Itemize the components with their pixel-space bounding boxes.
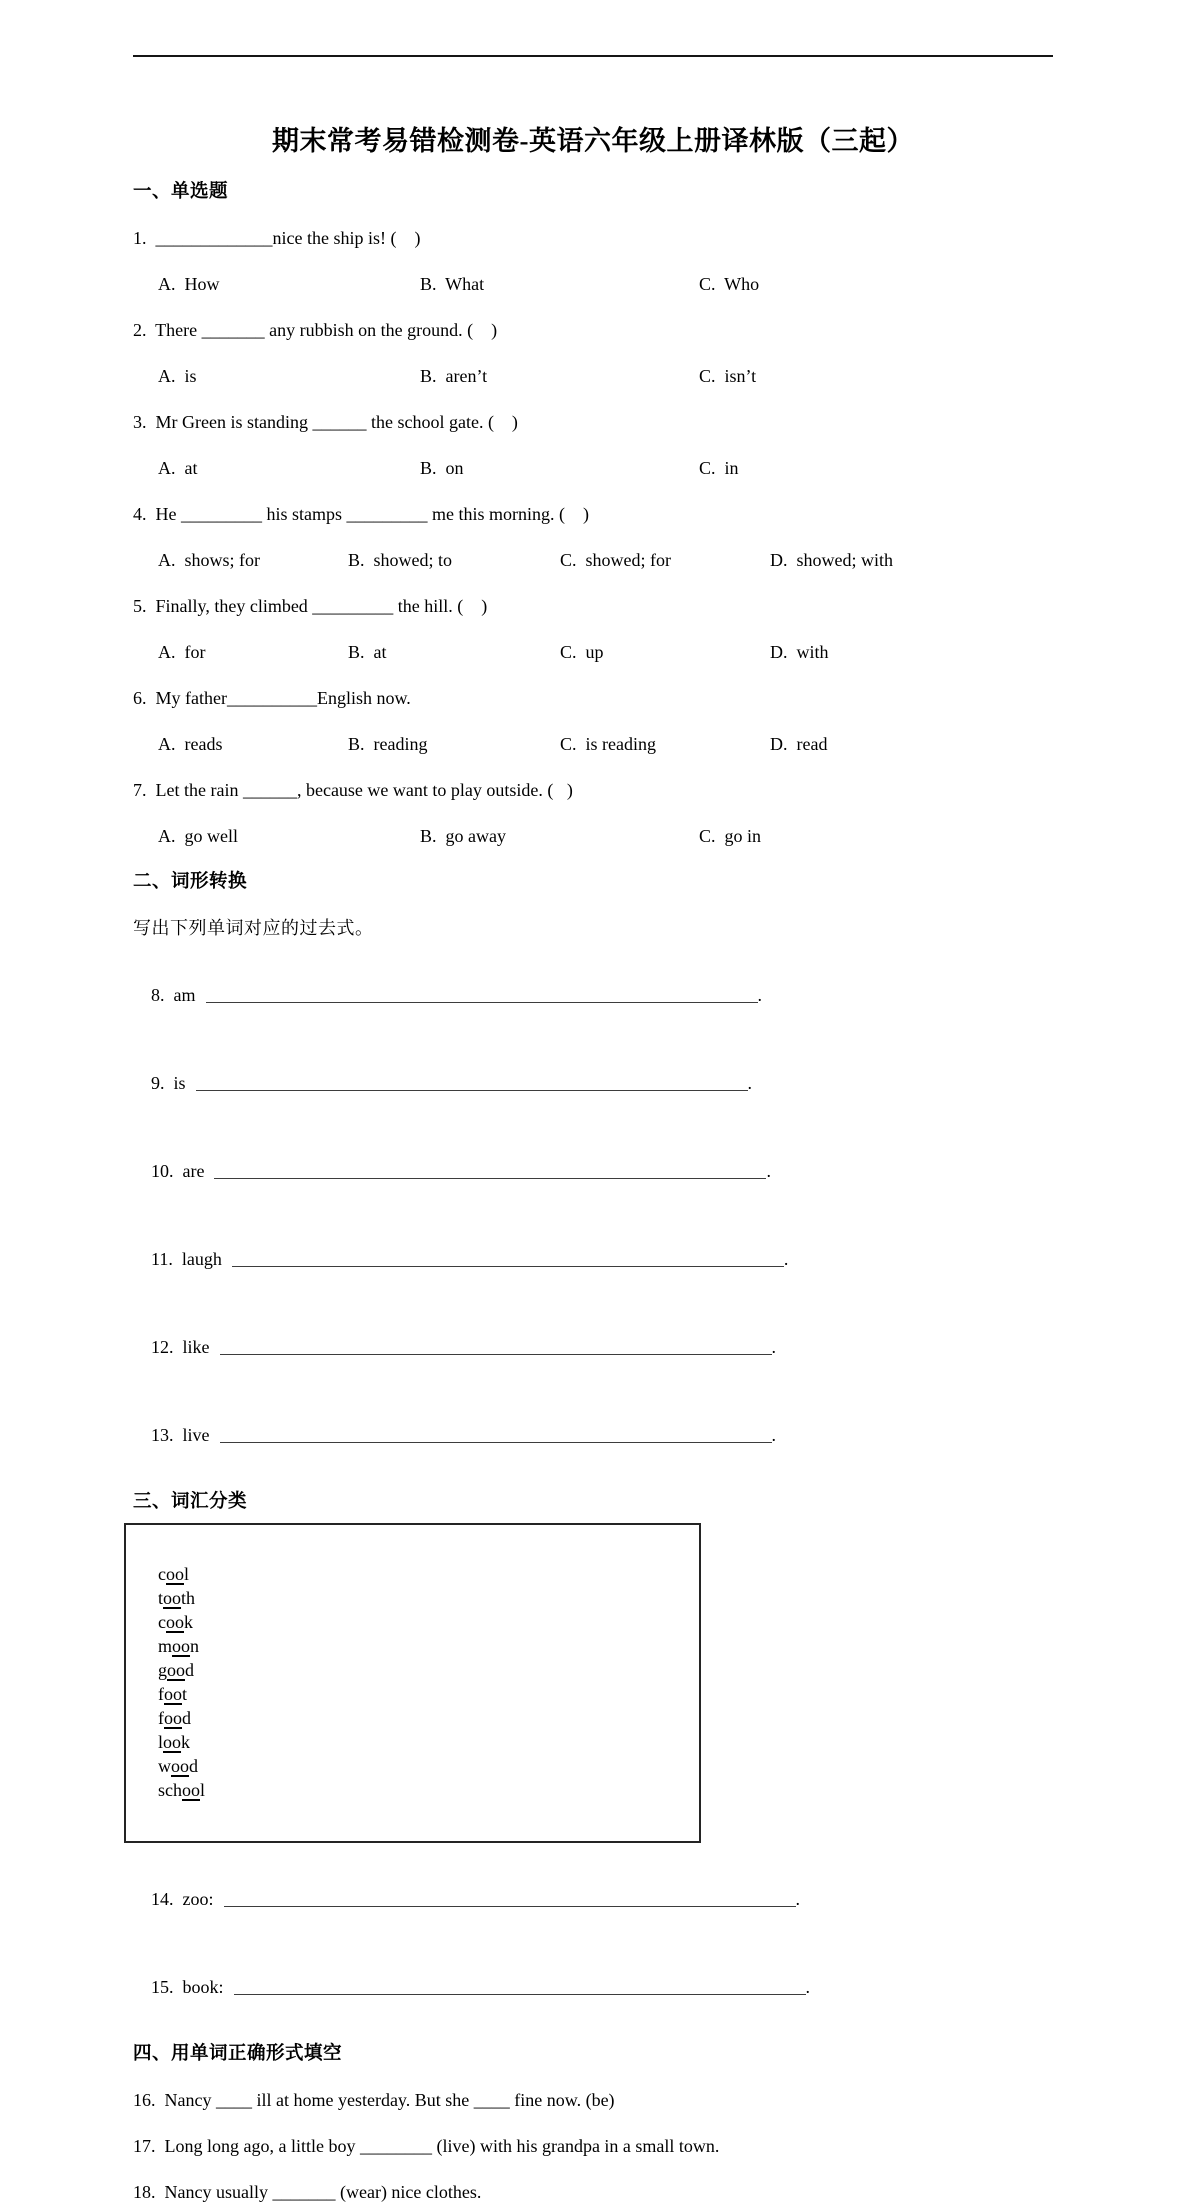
mcq-6-options <box>133 734 1053 755</box>
mcq-3-stem: 3. Mr Green is standing ______ the school gate. ( ) <box>133 412 518 432</box>
past-tense-item-13 <box>133 1404 1053 1467</box>
item-label: 15. book: <box>151 1977 224 1997</box>
past-tense-item-12 <box>133 1316 1053 1379</box>
mcq-1-option-c: C. Who <box>699 274 760 294</box>
item-label: 13. live <box>151 1425 210 1445</box>
word-bank <box>124 1523 701 1843</box>
mcq-1-options <box>133 274 1053 295</box>
mcq-1-option-a: A. How <box>158 274 220 294</box>
section-2-instruction: 写出下列单词对应的过去式。 <box>133 918 374 938</box>
mcq-6-stem: 6. My father__________English now. <box>133 688 411 708</box>
word-bank-word-foot: foot <box>158 1684 188 1704</box>
section-1-heading: 一、单选题 <box>133 182 229 202</box>
fill-in-item-18: 18. Nancy usually _______ (wear) nice clothes. <box>133 2182 482 2202</box>
past-tense-item-11 <box>133 1228 1053 1291</box>
item-label: 10. are <box>151 1161 205 1181</box>
item-period: . <box>757 985 762 1005</box>
mcq-3-option-a: A. at <box>158 458 198 478</box>
mcq-3-option-c: C. in <box>699 458 739 478</box>
mcq-4-options <box>133 550 1053 571</box>
mcq-2-option-a: A. is <box>158 366 197 386</box>
word-bank-word-good: good <box>158 1660 194 1680</box>
word-bank-word-moon: moon <box>158 1636 200 1656</box>
mcq-6-option-b: B. reading <box>348 734 428 754</box>
mcq-5-option-d: D. with <box>770 642 829 662</box>
blank-line <box>234 1979 806 1995</box>
mcq-7-option-c: C. go in <box>699 826 762 846</box>
mcq-4-stem: 4. He _________ his stamps _________ me this morning. ( ) <box>133 504 589 524</box>
item-label: 11. laugh <box>151 1249 222 1269</box>
mcq-7-options <box>133 826 1053 847</box>
item-period: . <box>783 1249 789 1269</box>
blank-line <box>220 1427 772 1443</box>
mcq-4-option-b: B. showed; to <box>348 550 453 570</box>
mcq-5-option-a: A. for <box>158 642 206 662</box>
item-period: . <box>771 1337 776 1357</box>
mcq-4-option-d: D. showed; with <box>770 550 893 570</box>
item-period: . <box>795 1889 800 1909</box>
item-label: 14. zoo: <box>151 1889 214 1909</box>
item-period: . <box>766 1161 771 1181</box>
word-bank-word-wood: wood <box>158 1756 198 1776</box>
word-bank-word-food: food <box>158 1708 191 1728</box>
section-2-heading: 二、词形转换 <box>133 872 248 892</box>
item-period: . <box>805 1977 811 1997</box>
mcq-2-stem: 2. There _______ any rubbish on the ground. ( ) <box>133 320 498 340</box>
mcq-4-option-a: A. shows; for <box>158 550 260 570</box>
mcq-6-option-d: D. read <box>770 734 828 754</box>
section-3-heading: 三、词汇分类 <box>133 1492 248 1512</box>
item-label: 8. am <box>151 985 196 1005</box>
item-label: 12. like <box>151 1337 210 1357</box>
top-rule <box>133 55 1053 57</box>
mcq-7-option-b: B. go away <box>420 826 506 846</box>
word-bank-word-look: look <box>158 1732 191 1752</box>
word-bank-word-cook: cook <box>158 1612 193 1632</box>
item-period: . <box>747 1073 753 1093</box>
blank-line <box>214 1163 766 1179</box>
mcq-2-options <box>133 366 1053 387</box>
page-title: 期末常考易错检测卷-英语六年级上册译林版（三起） <box>272 126 914 156</box>
mcq-5-option-b: B. at <box>348 642 387 662</box>
blank-line <box>220 1339 772 1355</box>
mcq-5-option-c: C. up <box>560 642 604 662</box>
blank-line <box>196 1075 748 1091</box>
mcq-1-option-b: B. What <box>420 274 485 294</box>
word-bank-word-cool: cool <box>158 1564 190 1584</box>
past-tense-item-10 <box>133 1140 1053 1203</box>
mcq-3-option-b: B. on <box>420 458 464 478</box>
mcq-4-option-c: C. showed; for <box>560 550 671 570</box>
mcq-1-stem: 1. _____________nice the ship is! ( ) <box>133 228 421 248</box>
mcq-2-option-c: C. isn’t <box>699 366 757 386</box>
past-tense-item-8 <box>133 964 1053 1027</box>
fill-in-item-16: 16. Nancy ____ ill at home yesterday. But she ____ fine now. (be) <box>133 2090 615 2110</box>
mcq-7-option-a: A. go well <box>158 826 238 846</box>
fill-in-item-17: 17. Long long ago, a little boy ________ (live) with his grandpa in a small town. <box>133 2136 720 2156</box>
blank-line <box>206 987 758 1003</box>
mcq-3-options <box>133 458 1053 479</box>
classify-item-15 <box>133 1956 1053 2019</box>
classify-item-14 <box>133 1868 1053 1931</box>
item-label: 9. is <box>151 1073 186 1093</box>
word-bank-word-school: school <box>158 1780 206 1800</box>
mcq-7-stem: 7. Let the rain ______, because we want to play outside. ( ) <box>133 780 573 800</box>
blank-line <box>232 1251 784 1267</box>
mcq-6-option-c: C. is reading <box>560 734 656 754</box>
exam-page <box>133 55 1053 2203</box>
section-4-heading: 四、用单词正确形式填空 <box>133 2044 343 2064</box>
past-tense-item-9 <box>133 1052 1053 1115</box>
mcq-5-stem: 5. Finally, they climbed _________ the hill. ( ) <box>133 596 488 616</box>
mcq-6-option-a: A. reads <box>158 734 223 754</box>
mcq-2-option-b: B. aren’t <box>420 366 488 386</box>
word-bank-word-tooth: tooth <box>158 1588 196 1608</box>
item-period: . <box>771 1425 776 1445</box>
blank-line <box>224 1891 796 1907</box>
mcq-5-options <box>133 642 1053 663</box>
